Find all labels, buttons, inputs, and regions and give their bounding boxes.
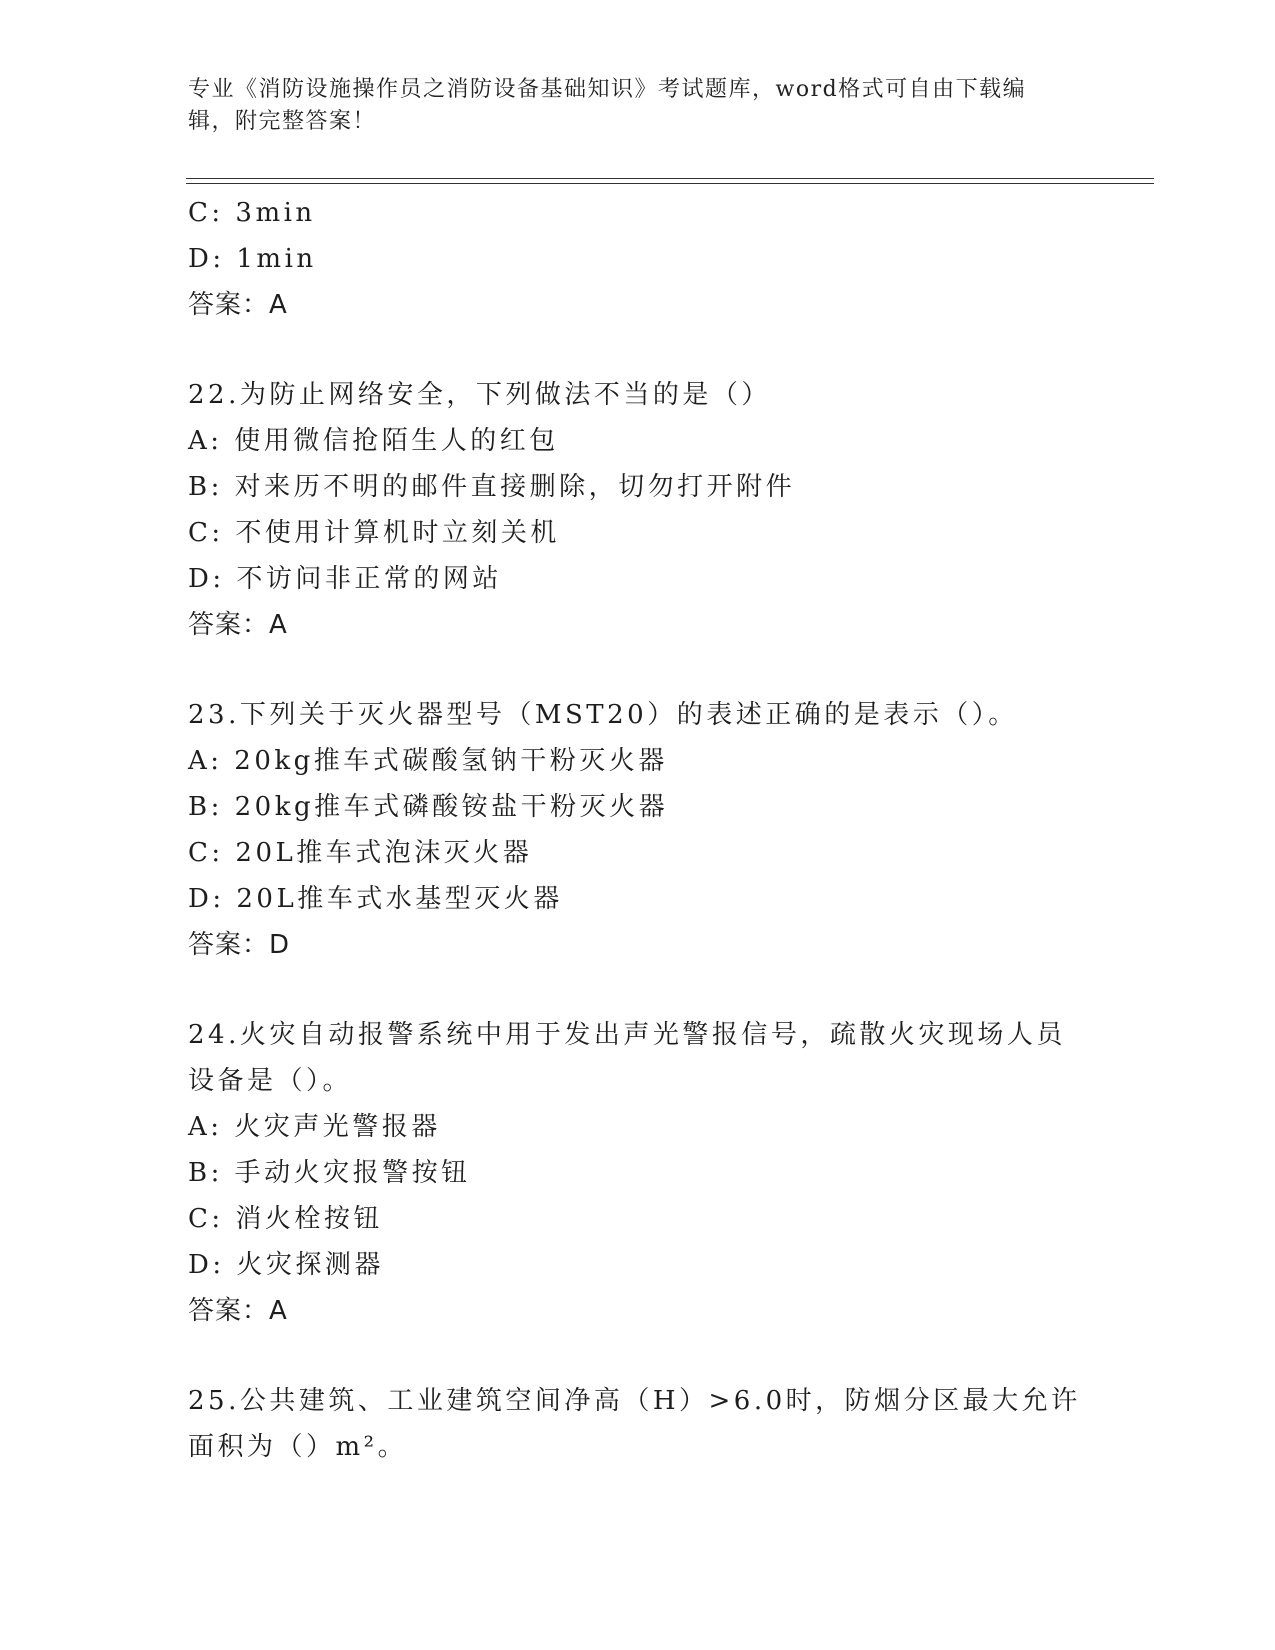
- answer-label: 答案：A: [188, 290, 288, 320]
- question-25: [188, 1378, 1088, 1470]
- option-a: A: 20kg推车式碳酸氢钠干粉灭火器: [188, 746, 668, 776]
- header-divider-bottom: [186, 183, 1154, 184]
- answer-label: 答案：D: [188, 930, 291, 960]
- question-22: [188, 372, 1088, 648]
- option-d: D: 不访问非正常的网站: [188, 564, 502, 594]
- answer-label: 答案：A: [188, 1296, 288, 1326]
- option-a: A: 火灾声光警报器: [188, 1112, 441, 1142]
- question-23: [188, 692, 1088, 968]
- question-text: 24.火灾自动报警系统中用于发出声光警报信号，疏散火灾现场人员设备是（）。: [188, 1020, 1066, 1096]
- option-c: C: 20L推车式泡沫灭火器: [188, 838, 533, 868]
- option-c: C: 3min: [188, 198, 316, 228]
- option-c: C: 不使用计算机时立刻关机: [188, 518, 560, 548]
- question-24: [188, 1012, 1088, 1334]
- document-header: 专业《消防设施操作员之消防设备基础知识》考试题库，word格式可自由下载编辑，附完整答案！: [188, 77, 1027, 134]
- question-text: 23.下列关于灭火器型号（MST20）的表述正确的是表示（）。: [188, 700, 1018, 730]
- header-divider-top: [186, 178, 1154, 179]
- option-d: D: 20L推车式水基型灭火器: [188, 884, 563, 914]
- spacer: [188, 968, 1088, 1012]
- answer-label: 答案：A: [188, 610, 288, 640]
- option-d: D: 1min: [188, 244, 317, 274]
- option-b: B: 对来历不明的邮件直接删除，切勿打开附件: [188, 472, 796, 502]
- question-text: 22.为防止网络安全，下列做法不当的是（）: [188, 380, 771, 410]
- question-21-continuation: [188, 190, 1088, 328]
- question-text: 25.公共建筑、工业建筑空间净高（H）>6.0时，防烟分区最大允许面积为（）m²。: [188, 1386, 1081, 1462]
- question-list: [188, 190, 1088, 1470]
- option-b: B: 20kg推车式磷酸铵盐干粉灭火器: [188, 792, 669, 822]
- option-c: C: 消火栓按钮: [188, 1204, 383, 1234]
- spacer: [188, 328, 1088, 372]
- option-d: D: 火灾探测器: [188, 1250, 384, 1280]
- spacer: [188, 648, 1088, 692]
- spacer: [188, 1334, 1088, 1378]
- option-b: B: 手动火灾报警按钮: [188, 1158, 471, 1188]
- option-a: A: 使用微信抢陌生人的红包: [188, 426, 559, 456]
